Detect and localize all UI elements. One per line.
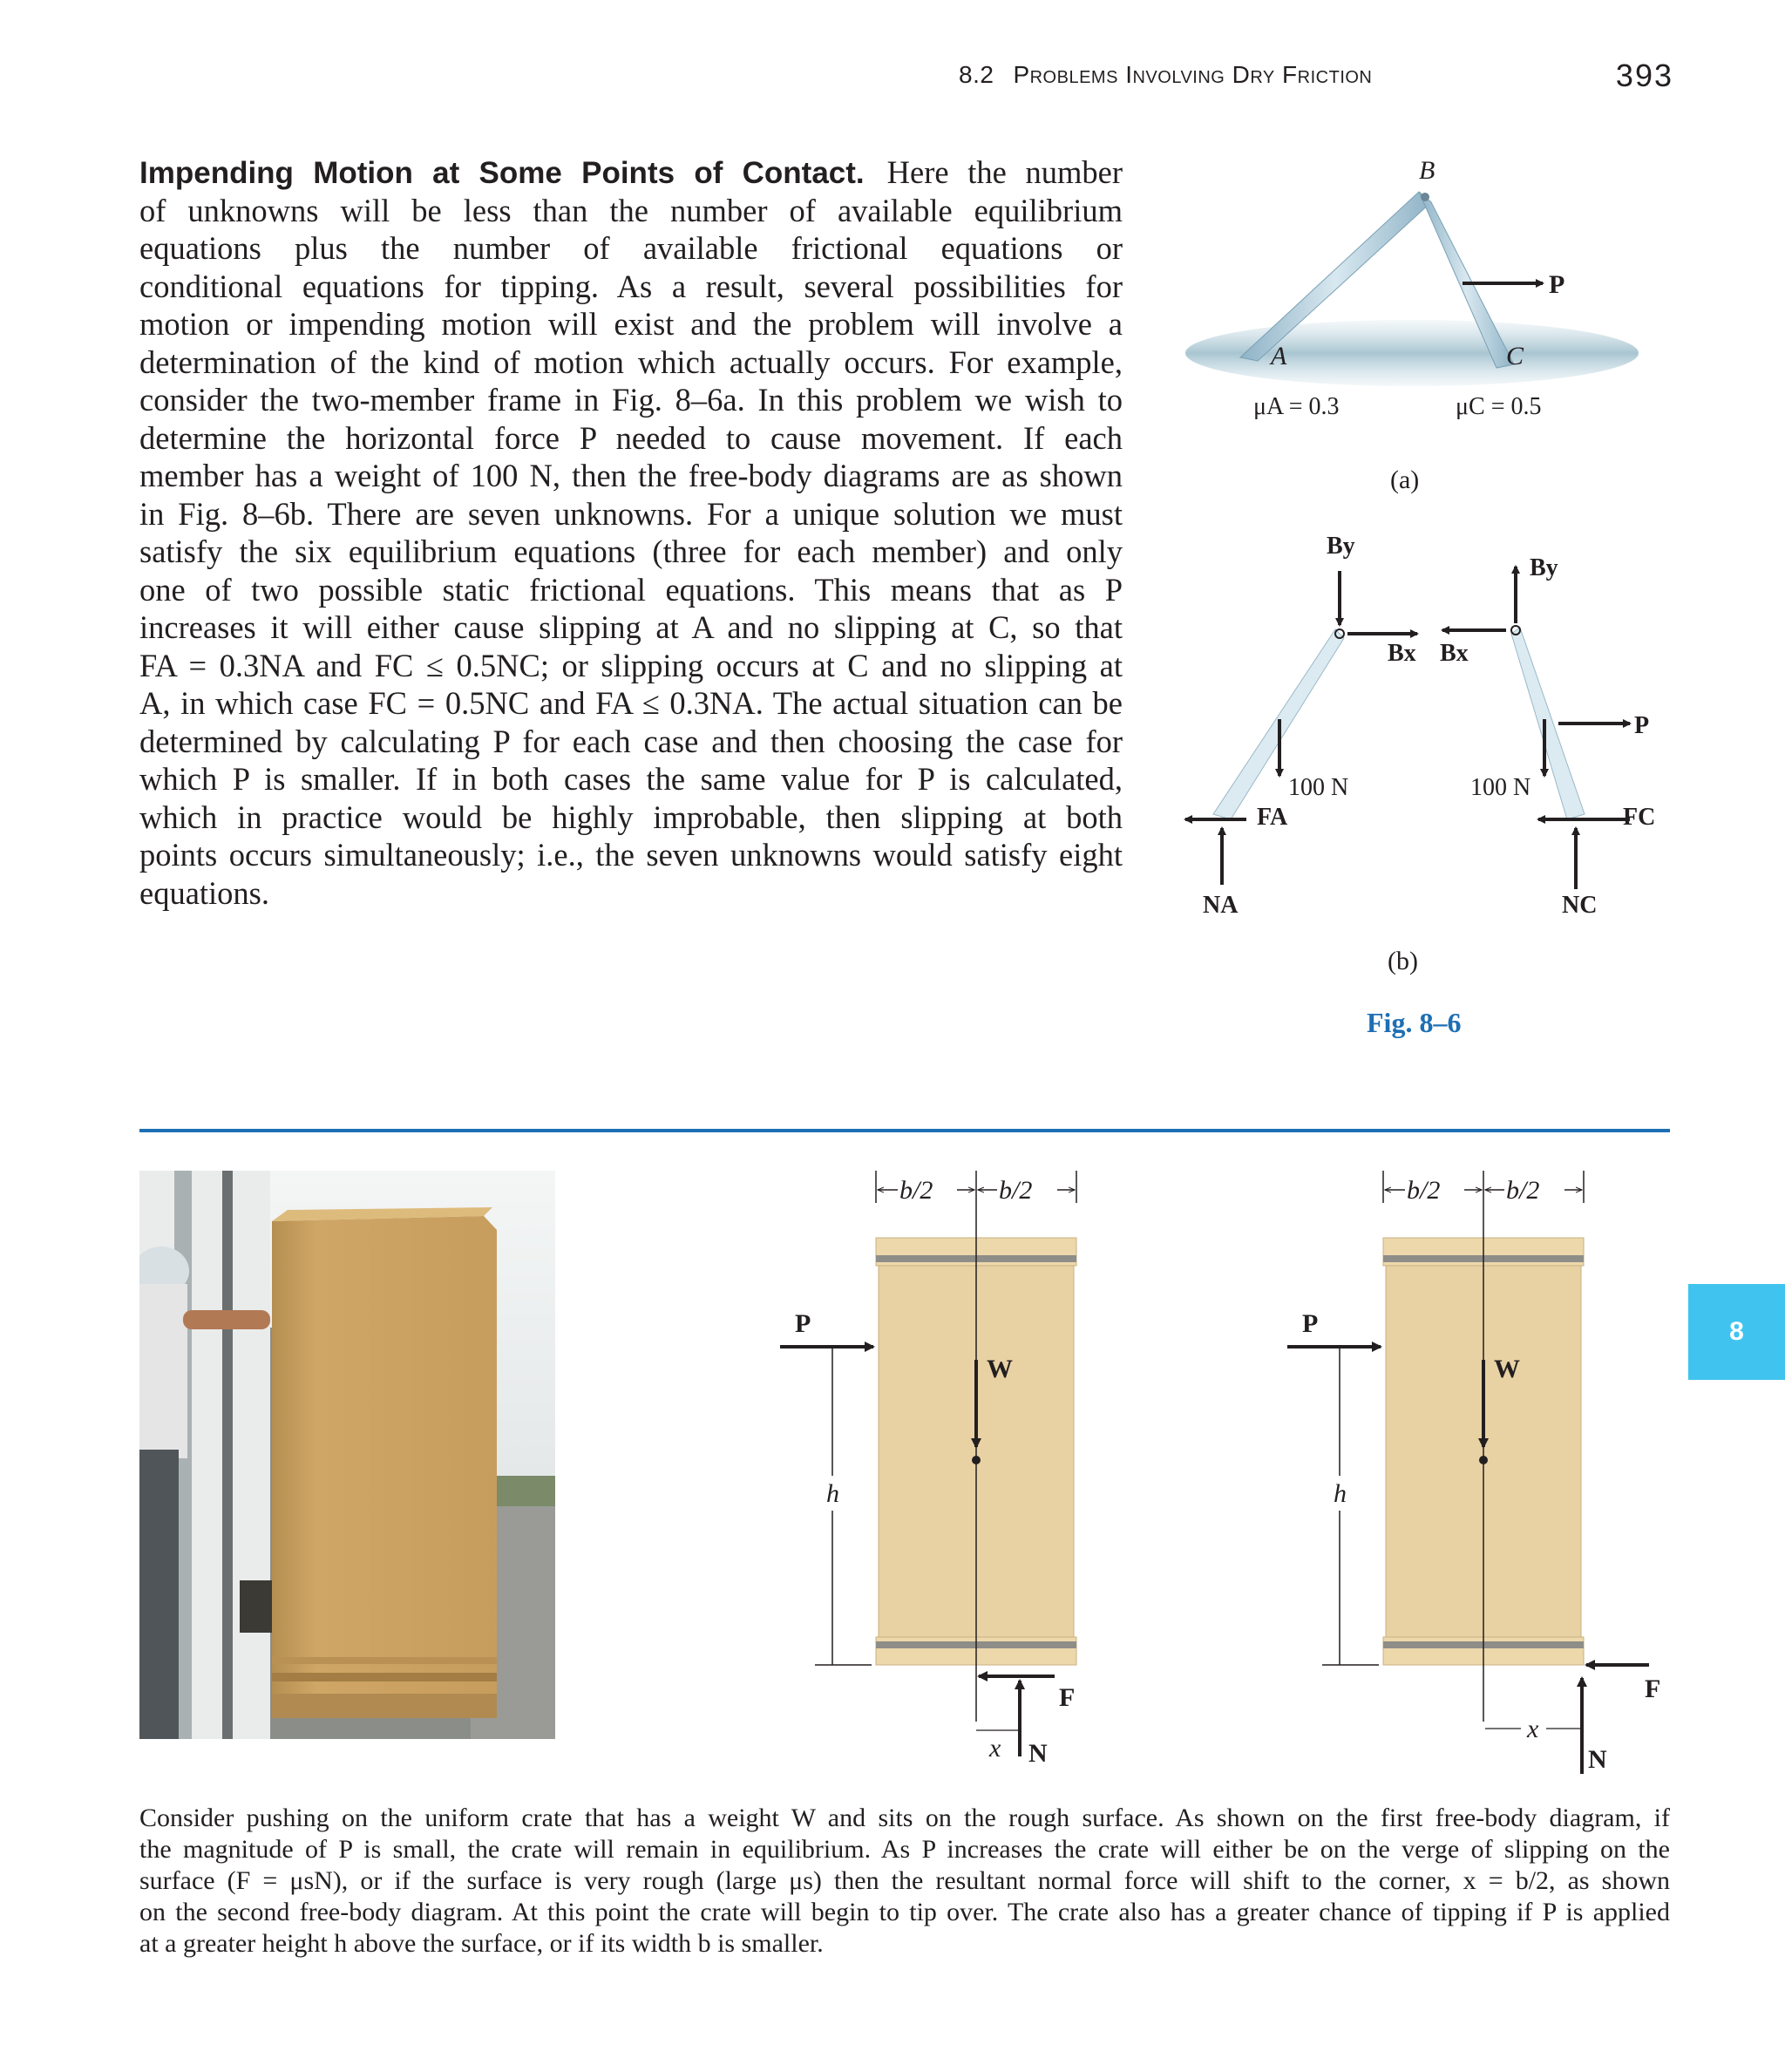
label-p: P — [795, 1309, 811, 1338]
label-f: F — [1645, 1675, 1661, 1703]
caption-line: at a greater height h above the surface, or if its width b is smaller. — [139, 1929, 824, 1958]
label-h: h — [1334, 1479, 1347, 1508]
photo-crate-push — [139, 1171, 555, 1739]
caption-line: the magnitude of P is small, the crate will remain in equilibrium. As P increases the crate will either be on the verge of slipping on the — [139, 1835, 1670, 1864]
dim-half-width-right: b/2 — [999, 1176, 1033, 1205]
label-x: x — [1527, 1715, 1539, 1743]
crate-fbd-2 — [1274, 1164, 1675, 1778]
label-w: W — [1494, 1355, 1520, 1383]
bx-right-label: Bx — [1440, 640, 1469, 667]
label-f: F — [1059, 1683, 1076, 1712]
body-line: satisfy the six equilibrium equations (three for each member) and only — [139, 533, 1123, 569]
label-w: W — [987, 1355, 1013, 1383]
body-line: one of two possible static frictional equations. This means that as P — [139, 571, 1123, 608]
chapter-tab: 8 — [1688, 1284, 1785, 1380]
body-line: motion or impending motion will exist and the problem will involve a — [139, 306, 1123, 342]
body-line: determined by calculating P for each case and then choosing the case for — [139, 723, 1123, 759]
section-number: 8.2 — [959, 61, 994, 88]
body-line: equations. — [139, 874, 270, 911]
caption-b: (b) — [1388, 947, 1418, 975]
label-p: P — [1302, 1309, 1319, 1338]
label-n: N — [1028, 1739, 1048, 1768]
weight-left-label: 100 N — [1288, 774, 1349, 801]
body-line: determine the horizontal force P needed to cause movement. If each — [139, 419, 1123, 456]
label-p-b: P — [1634, 712, 1650, 739]
photo-illustration — [139, 1171, 555, 1739]
body-paragraph — [139, 153, 1123, 912]
dim-half-width-left: b/2 — [899, 1176, 933, 1205]
pin-b — [1421, 193, 1429, 201]
caption-line: surface (F = μsN), or if the surface is very rough (large μs) then the resultant normal force will shift to the corner, x = b/2, as shown — [139, 1866, 1670, 1895]
label-p: P — [1549, 270, 1565, 299]
body-line: of unknowns will be less than the number of available equilibrium — [139, 192, 1123, 228]
mu-a: μA = 0.3 — [1253, 393, 1340, 420]
page-number: 393 — [1615, 58, 1673, 93]
body-line: A, in which case FC = 0.5NC and FA ≤ 0.3NA. The actual situation can be — [139, 685, 1123, 721]
label-h: h — [826, 1479, 839, 1508]
label-x: x — [989, 1734, 1001, 1763]
by-left-label: By — [1327, 533, 1355, 560]
bx-left-label: Bx — [1388, 640, 1416, 667]
body-line: which in practice would be highly improbable, then slipping at both — [139, 798, 1123, 835]
body-line: FA = 0.3NA and FC ≤ 0.5NC; or slipping occurs at C and no slipping at — [139, 647, 1123, 683]
figure-a — [1185, 156, 1639, 494]
figure-8-6 — [1159, 139, 1700, 1098]
figure-b — [1185, 533, 1655, 975]
nc-label: NC — [1562, 892, 1598, 919]
caption-a: (a) — [1390, 465, 1420, 494]
caption-line: Consider pushing on the uniform crate that has a weight W and sits on the rough surface. As shown on the first free-body diagram, if — [139, 1804, 1670, 1832]
paragraph-heading: Impending Motion at Some Points of Contact. — [139, 156, 865, 190]
body-line: points occurs simultaneously; i.e., the seven unknowns would satisfy eight — [139, 837, 1123, 873]
dim-half-width-left: b/2 — [1407, 1176, 1441, 1205]
body-line: equations plus the number of available frictional equations or — [139, 230, 1123, 266]
body-line: consider the two-member frame in Fig. 8–6a. In this problem we wish to — [139, 382, 1123, 418]
body-line: increases it will either cause slipping at A and no slipping at C, so that — [139, 609, 1123, 645]
body-line: in Fig. 8–6b. There are seven unknowns. For a unique solution we must — [139, 495, 1123, 532]
label-a: A — [1271, 342, 1287, 370]
running-header-section — [959, 61, 1482, 89]
caption-line: on the second free-body diagram. At this point the crate will begin to tip over. The crate also has a greater chance of tipping if P is applied — [139, 1898, 1670, 1926]
body-line: which P is smaller. If in both cases the same value for P is calculated, — [139, 761, 1123, 797]
label-b: B — [1419, 156, 1435, 185]
section-rule — [139, 1129, 1670, 1132]
label-n: N — [1588, 1745, 1607, 1774]
mu-c: μC = 0.5 — [1456, 393, 1542, 420]
fa-label: FA — [1257, 804, 1288, 831]
crate-caption — [139, 1803, 1670, 1960]
body-line: conditional equations for tipping. As a result, several possibilities for — [139, 268, 1123, 304]
body-line: member has a weight of 100 N, then the free-body diagrams are as shown — [139, 458, 1123, 493]
body-line: determination of the kind of motion which actually occurs. For example, — [139, 343, 1123, 380]
figure-caption: Fig. 8–6 — [1367, 1007, 1462, 1038]
fc-label: FC — [1623, 804, 1656, 831]
by-right-label: By — [1530, 554, 1558, 581]
body-line: Impending Motion at Some Points of Contact. Here the number — [139, 154, 1123, 190]
label-c: C — [1506, 342, 1524, 370]
section-title: Problems Involving Dry Friction — [1013, 61, 1373, 88]
na-label: NA — [1203, 892, 1239, 919]
crate-fbd-1 — [767, 1164, 1168, 1778]
dim-half-width-right: b/2 — [1506, 1176, 1540, 1205]
weight-right-label: 100 N — [1470, 774, 1531, 801]
